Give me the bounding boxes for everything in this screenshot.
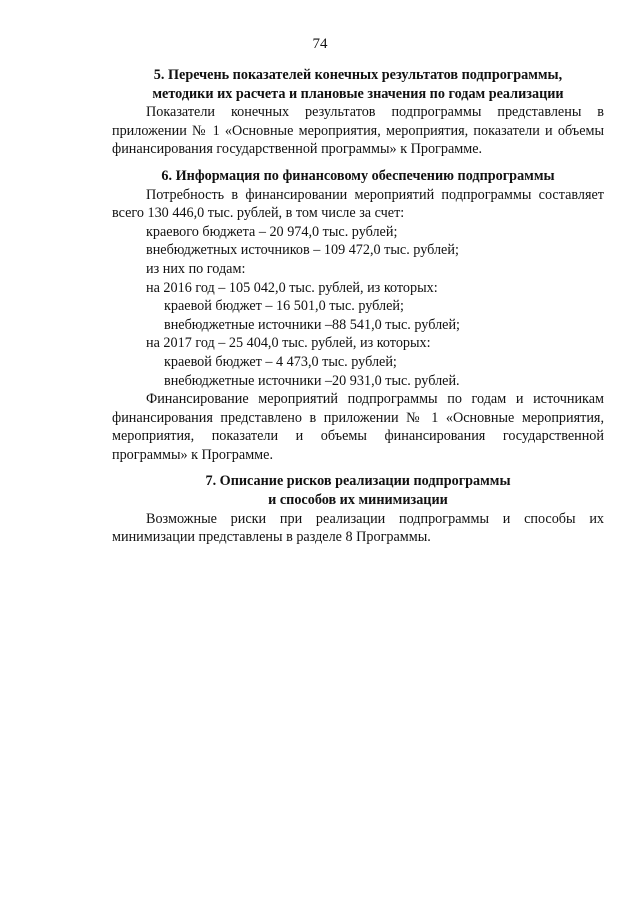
page-number: 74 (312, 36, 328, 52)
section-7 (112, 472, 604, 546)
funding-line: на 2016 год – 105 042,0 тыс. рублей, из которых: (146, 279, 438, 296)
section-6 (112, 167, 604, 465)
funding-line: краевой бюджет – 4 473,0 тыс. рублей; (164, 353, 397, 370)
section-5-paragraph: Показатели конечных результатов подпрограммы представлены в приложении № 1 «Основные мероприятия, мероприятия, показатели и объемы финансирования государственной программы» к Программе. (112, 104, 604, 158)
section-6-intro: Потребность в финансировании мероприятий подпрограммы составляет всего 130 446,0 тыс. рублей, в том числе за счет: (112, 186, 604, 222)
funding-line: краевого бюджета – 20 974,0 тыс. рублей; (146, 223, 398, 240)
section-5-heading-line2: методики их расчета и плановые значения по годам реализации (152, 85, 564, 102)
section-5-heading-line1: 5. Перечень показателей конечных результатов подпрограммы, (153, 67, 563, 83)
page-content (112, 66, 604, 547)
section-7-paragraph: Возможные риски при реализации подпрограммы и способы их минимизации представлены в разделе 8 Программы. (112, 510, 604, 546)
funding-line: краевой бюджет – 16 501,0 тыс. рублей; (164, 298, 404, 315)
funding-line: внебюджетные источники –20 931,0 тыс. рублей. (164, 372, 460, 389)
section-7-heading-line1: 7. Описание рисков реализации подпрограммы (205, 473, 511, 490)
section-6-heading: 6. Информация по финансовому обеспечению подпрограммы (161, 167, 555, 184)
section-7-heading-line2: и способов их минимизации (268, 492, 448, 509)
section-5 (112, 66, 604, 159)
funding-line: из них по годам: (146, 260, 246, 277)
section-6-closing: Финансирование мероприятий подпрограммы по годам и источникам финансирования представлено в приложении № 1 «Основные мероприятия, мероприятия, показатели и объемы финансирования государственной программы» к Программе. (112, 391, 604, 463)
funding-line: внебюджетные источники –88 541,0 тыс. рублей; (164, 316, 460, 333)
funding-line: на 2017 год – 25 404,0 тыс. рублей, из которых: (146, 335, 431, 352)
funding-line: внебюджетных источников – 109 472,0 тыс. рублей; (146, 242, 459, 259)
